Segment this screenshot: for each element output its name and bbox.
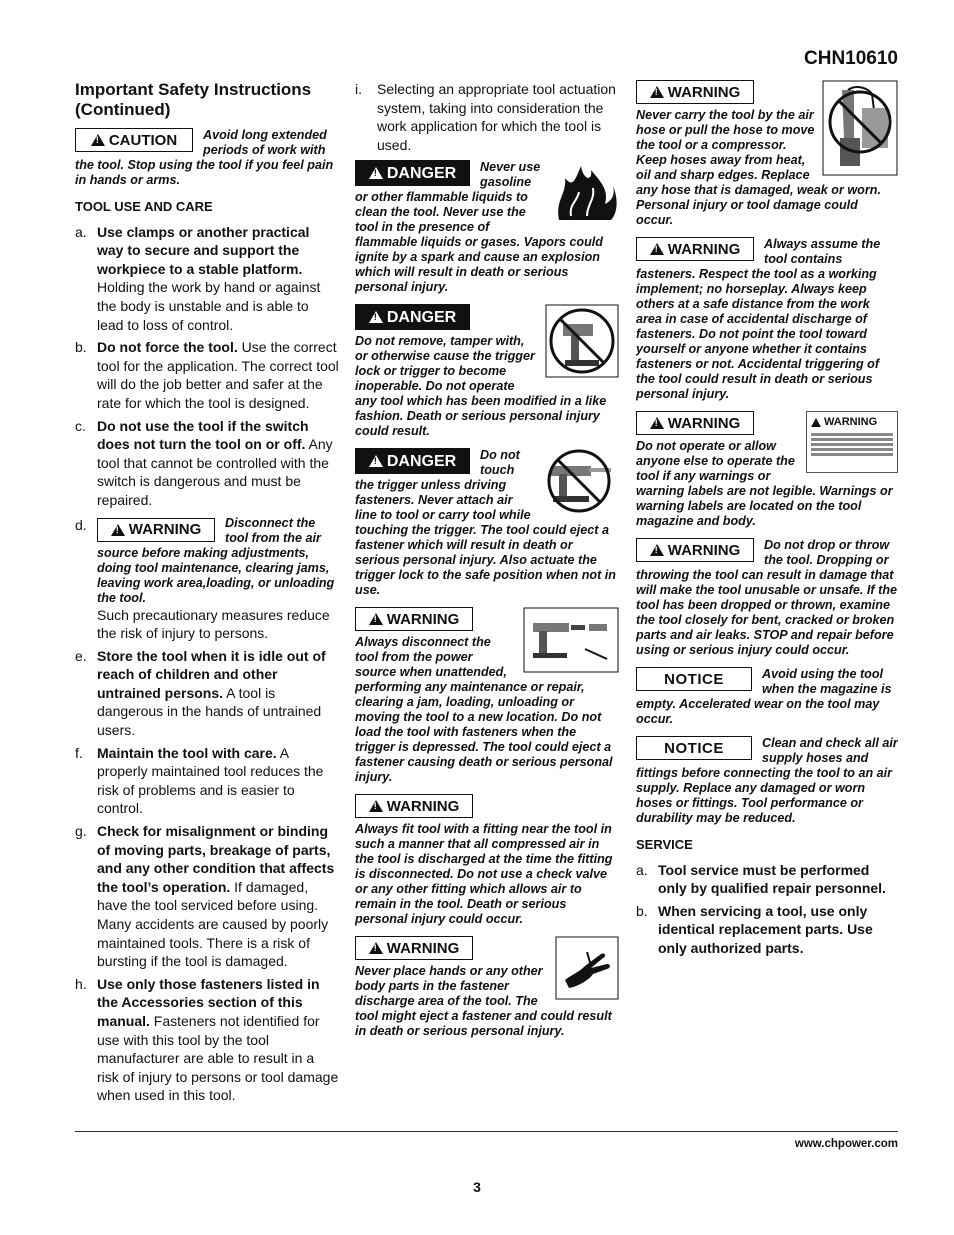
- list-item: a. Tool service must be performed only by qualified repair personnel.: [636, 861, 886, 897]
- list-item: f. Maintain the tool with care. A properly maintained tool reduces the risk of problems and is easier to control.: [75, 744, 324, 817]
- alert-triangle-icon: [91, 134, 105, 146]
- page-number: 3: [473, 1179, 481, 1195]
- alert-triangle-icon: [111, 524, 125, 536]
- subheading-service: SERVICE: [636, 837, 693, 852]
- no-trigger-icon: [539, 448, 619, 514]
- warning-badge: ! WARNING: [97, 518, 215, 542]
- warning-badge: ! WARNING: [355, 607, 473, 631]
- flame-icon: [553, 160, 619, 222]
- warning-alert: ! WARNING Always assume the tool contains fasteners. Respect the tool as a working implement; no horseplay. Always keep others at a safe distance from the work area in case of accidental discharge of fasteners. Do not point the tool toward yourself or anyone whether it contains fasteners or not. Accidental triggering of the tool could result in death or serious personal injury.: [636, 237, 898, 402]
- warning-badge: ! WARNING: [636, 237, 754, 261]
- alert-triangle-icon: [369, 800, 383, 812]
- alert-triangle-icon: [650, 417, 664, 429]
- column-3: [636, 80, 898, 962]
- list-item: i. Selecting an appropriate tool actuation system, taking into consideration the work application for which the tool is used.: [355, 81, 616, 153]
- warning-badge: ! WARNING: [636, 411, 754, 435]
- danger-alert: ! DANGER Do not touch the trigger unless driving fasteners. Never attach air line to tool or carry tool while touching the trigger. The tool could eject a fastener which will result in death or serious personal injury. Also actuate the trigger lock to the safe position when not in use.: [355, 448, 619, 598]
- warning-badge: ! WARNING: [636, 538, 754, 562]
- warning-alert: ! WARNING Disconnect the tool from the air source before making adjustments, doing tool maintenance, clearing jams, leaving work area,loading, or unloading the tool.: [97, 516, 339, 606]
- list-item: c. Do not use the tool if the switch does not turn the tool on or off. Any tool that cannot be controlled with the switch is dangerous and must be repaired.: [75, 417, 333, 508]
- warning-alert: ! WARNING Do not drop or throw the tool. Dropping or throwing the tool can result in damage that will make the tool unusable or unsafe. If the tool has been dropped or thrown, examine the tool closely for bent, cracked or broken parts and air leaks. STOP and repair before using or serious injury could occur.: [636, 538, 898, 658]
- list-item: d. ! WARNING Disconnect the tool from the air source before making adjustments, doing tool maintenance, clearing jams, leaving work area,loading, or unloading the tool. Such precautionary measures reduce the risk of injury to persons.: [75, 516, 339, 643]
- footer-divider: [75, 1131, 898, 1132]
- list-item: g. Check for misalignment or binding of moving parts, breakage of parts, and any other condition that affects the tool’s operation. If damaged, have the tool serviced before using. Many accidents are caused by poorly maintained tools. There is a risk of bursting if the tool is damaged.: [75, 823, 335, 970]
- column-1: [75, 80, 339, 1109]
- warning-alert: ! WARNING Never carry the tool by the air hose or pull the hose to move the tool or a compressor. Keep hoses away from heat, oil and sharp edges. Replace any hose that is damaged, weak or worn. Personal injury or tool damage could occur.: [636, 80, 898, 228]
- alert-triangle-icon: [650, 243, 664, 255]
- notice-alert: NOTICE Clean and check all air supply hoses and fittings before connecting the tool to an air supply. Replace any damaged or worn hoses or fittings. Tool performance or durability may be reduced.: [636, 736, 898, 825]
- notice-badge: NOTICE: [636, 736, 752, 760]
- no-carry-by-hose-icon: [822, 80, 898, 176]
- warning-badge: ! WARNING: [355, 794, 473, 818]
- alert-triangle-icon: [811, 418, 821, 427]
- list-item: h. Use only those fasteners listed in the Accessories section of this manual. Fasteners not identified for use with this tool by the tool manufacturer are able to result in a risk of injury to persons or tool damage when used in this tool.: [75, 975, 339, 1104]
- warning-alert: ! WARNING Always fit tool with a fitting near the tool in such a manner that all compressed air in the tool is discharged at the time the fitting is disconnected. Do not use a check valve or any other fitting which allows air to remain in the tool. Death or serious personal injury could occur.: [355, 794, 619, 927]
- alert-triangle-icon: [369, 942, 383, 954]
- danger-alert: ! DANGER Never use gasoline or other flammable liquids to clean the tool. Never use the tool in the presence of flammable liquids or gases. Vapors could ignite by a spark and cause an explosion which will result in death or serious personal injury.: [355, 160, 619, 295]
- alert-triangle-icon: [650, 544, 664, 556]
- caution-alert: ! CAUTION Avoid long extended periods of work with the tool. Stop using the tool if you feel pain in hands or arms.: [75, 128, 339, 188]
- warning-badge: ! WARNING: [636, 80, 754, 104]
- hand-injury-icon: [555, 936, 619, 1000]
- list-item: e. Store the tool when it is idle out of reach of children and other untrained persons. A tool is dangerous in the hands of untrained users.: [75, 647, 326, 739]
- warning-label-figure: WARNING: [806, 411, 898, 473]
- alert-triangle-icon: [369, 167, 383, 179]
- section-title: Important Safety Instructions (Continued): [75, 80, 312, 119]
- subheading-tool-use: TOOL USE AND CARE: [75, 199, 213, 214]
- alert-triangle-icon: [650, 86, 664, 98]
- warning-alert: WARNING ! WARNING Do not operate or allow anyone else to operate the tool if any warnings or warning labels are not legible. Warnings or warning labels are located on the tool magazine and body.: [636, 411, 898, 529]
- notice-badge: NOTICE: [636, 667, 752, 691]
- model-number: CHN10610: [804, 48, 898, 69]
- footer-url: www.chpower.com: [794, 1138, 898, 1150]
- notice-alert: NOTICE Avoid using the tool when the magazine is empty. Accelerated wear on the tool may occur.: [636, 667, 892, 726]
- list-item: b. When servicing a tool, use only identical replacement parts. Use only authorized parts.: [636, 902, 873, 956]
- alert-triangle-icon: [369, 455, 383, 467]
- warning-badge: ! WARNING: [355, 936, 473, 960]
- column-2: [355, 80, 619, 1048]
- disconnect-air-icon: [523, 607, 619, 673]
- list-item: b. Do not force the tool. Use the correct tool for the application. The correct tool will do the job better and safer at the rate for which the tool is designed.: [75, 339, 339, 411]
- warning-alert: ! WARNING Never place hands or any other body parts in the fastener discharge area of the tool. The tool might eject a fastener and could result in death or serious personal injury.: [355, 936, 619, 1039]
- no-tamper-icon: [545, 304, 619, 378]
- danger-badge: ! DANGER: [355, 448, 470, 474]
- alert-triangle-icon: [369, 311, 383, 323]
- danger-badge: ! DANGER: [355, 160, 470, 186]
- caution-badge: ! CAUTION: [75, 128, 193, 152]
- alert-triangle-icon: [369, 613, 383, 625]
- list-item: a. Use clamps or another practical way to secure and support the workpiece to a stable platform. Holding the work by hand or against the body is unstable and is able to lead to loss of control.: [75, 223, 321, 333]
- warning-alert: ! WARNING Always disconnect the tool from the power source when unattended, performing any maintenance or repair, clearing a jam, loading, unloading or moving the tool to a new location. Do not load the tool with fasteners when the trigger is depressed. The tool could eject a fastener causing death or serious personal injury.: [355, 607, 619, 785]
- danger-alert: ! DANGER Do not remove, tamper with, or otherwise cause the trigger lock or trigger to become inoperable. Do not operate any tool which has been modified in a like fashion. Death or serious personal injury could result.: [355, 304, 619, 439]
- danger-badge: ! DANGER: [355, 304, 470, 330]
